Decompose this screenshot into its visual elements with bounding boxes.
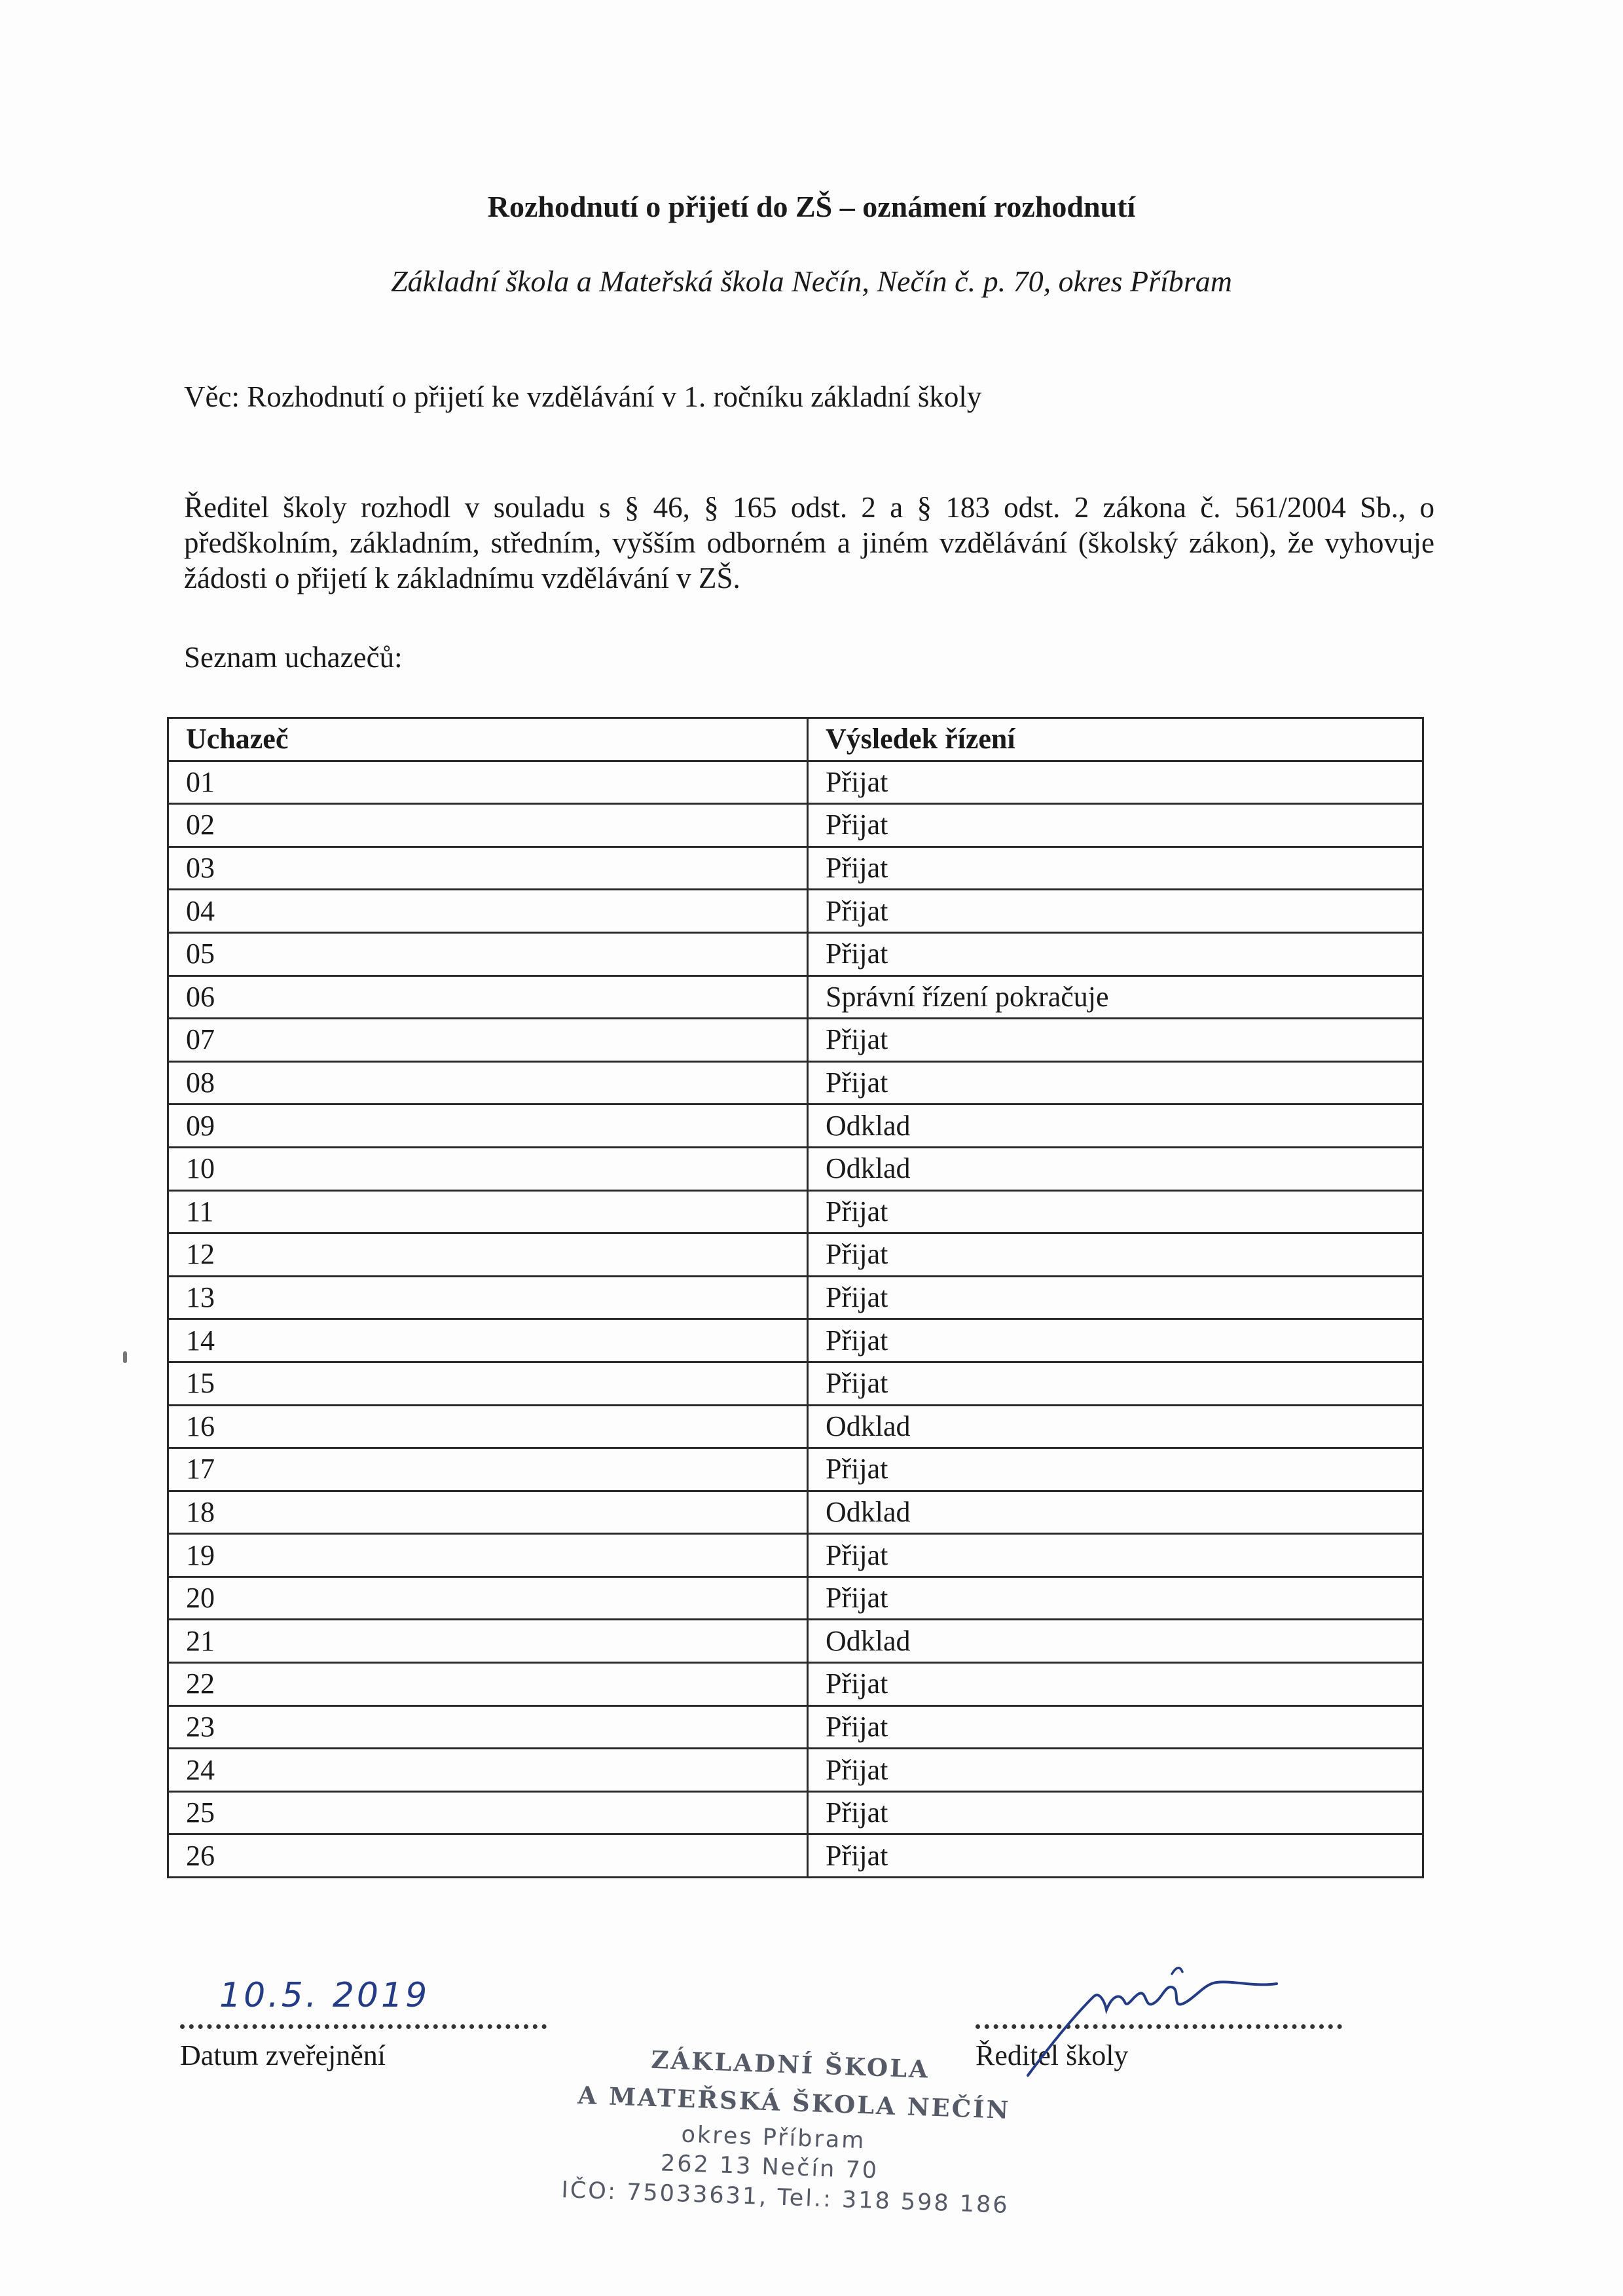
decision-paragraph: Ředitel školy rozhodl v souladu s § 46, § 165 odst. 2 a § 183 odst. 2 zákona č. 561/2004 Sb., o předškolním, základním, středním, vyšším odborném a jiném vzdělávání (školský zákon), že vyhovuje žádosti o přijetí k základnímu vzdělávání v ZŠ.: [184, 491, 1434, 594]
table-row: [168, 1319, 1423, 1362]
school-stamp: [540, 2041, 1011, 2253]
applicant-id: 05: [168, 932, 808, 975]
stamp-line-3: okres Příbram: [680, 2121, 867, 2155]
header-applicant: Uchazeč: [168, 718, 808, 761]
result-cell: Přijat: [808, 847, 1423, 890]
table-row: [168, 1448, 1423, 1491]
table-row: [168, 975, 1423, 1019]
result-cell: Odklad: [808, 1147, 1423, 1190]
applicant-id: 09: [168, 1104, 808, 1148]
table-row: [168, 761, 1423, 804]
date-label: Datum zveřejnění: [180, 2039, 386, 2071]
subject-line: Věc: Rozhodnutí o přijetí ke vzdělávání v 1. ročníku základní školy: [184, 380, 982, 413]
applicant-id: 06: [168, 975, 808, 1019]
applicant-id: 11: [168, 1190, 808, 1233]
applicant-list-label: Seznam uchazečů:: [184, 641, 403, 674]
result-cell: Přijat: [808, 1749, 1423, 1792]
table-row: [168, 1834, 1423, 1878]
table-row: [168, 1405, 1423, 1448]
result-cell: Přijat: [808, 761, 1423, 804]
table-row: [168, 932, 1423, 975]
table-header-row: [168, 718, 1423, 761]
result-cell: Přijat: [808, 1362, 1423, 1405]
applicant-id: 24: [168, 1749, 808, 1792]
applicant-id: 02: [168, 804, 808, 847]
applicant-id: 04: [168, 890, 808, 933]
table-row: [168, 804, 1423, 847]
results-table-body: [168, 761, 1423, 1877]
table-row: [168, 1233, 1423, 1277]
applicant-id: 21: [168, 1620, 808, 1663]
applicant-id: 25: [168, 1791, 808, 1834]
result-cell: Přijat: [808, 1190, 1423, 1233]
table-row: [168, 1019, 1423, 1062]
table-row: [168, 847, 1423, 890]
date-dotted-line: [180, 2024, 547, 2029]
stamp-line-2: A MATEŘSKÁ ŠKOLA NEČÍN: [577, 2080, 1011, 2124]
document-title: Rozhodnutí o přijetí do ZŠ – oznámení rozhodnutí: [487, 190, 1136, 223]
applicant-id: 14: [168, 1319, 808, 1362]
result-cell: Přijat: [808, 1534, 1423, 1577]
signature-label: Ředitel školy: [976, 2039, 1129, 2071]
result-cell: Přijat: [808, 1834, 1423, 1878]
applicant-id: 03: [168, 847, 808, 890]
result-cell: Přijat: [808, 1663, 1423, 1706]
applicant-id: 22: [168, 1663, 808, 1706]
table-row: [168, 1190, 1423, 1233]
table-row: [168, 1362, 1423, 1405]
table-row: [168, 1749, 1423, 1792]
applicant-id: 18: [168, 1491, 808, 1534]
handwritten-date: 10.5. 2019: [219, 1976, 430, 2015]
table-row: [168, 1104, 1423, 1148]
result-cell: Odklad: [808, 1620, 1423, 1663]
result-cell: Přijat: [808, 1576, 1423, 1620]
applicant-id: 16: [168, 1405, 808, 1448]
result-cell: Přijat: [808, 1061, 1423, 1104]
result-cell: Přijat: [808, 890, 1423, 933]
applicant-id: 08: [168, 1061, 808, 1104]
result-cell: Odklad: [808, 1405, 1423, 1448]
table-row: [168, 1061, 1423, 1104]
table-row: [168, 1147, 1423, 1190]
stamp-line-5: IČO: 75033631, Tel.: 318 598 186: [560, 2177, 1010, 2219]
results-table: [167, 717, 1424, 1878]
result-cell: Přijat: [808, 1276, 1423, 1319]
applicant-id: 15: [168, 1362, 808, 1405]
applicant-id: 23: [168, 1705, 808, 1749]
table-row: [168, 1663, 1423, 1706]
applicant-id: 10: [168, 1147, 808, 1190]
scan-speck: [123, 1351, 127, 1363]
result-cell: Přijat: [808, 1705, 1423, 1749]
result-cell: Přijat: [808, 1019, 1423, 1062]
result-cell: Přijat: [808, 1233, 1423, 1277]
result-cell: Přijat: [808, 1319, 1423, 1362]
table-row: [168, 890, 1423, 933]
table-row: [168, 1705, 1423, 1749]
table-row: [168, 1620, 1423, 1663]
applicant-id: 26: [168, 1834, 808, 1878]
result-cell: Správní řízení pokračuje: [808, 975, 1423, 1019]
handwritten-signature: [1008, 1958, 1296, 2088]
result-cell: Přijat: [808, 1791, 1423, 1834]
header-result: Výsledek řízení: [808, 718, 1423, 761]
table-row: [168, 1791, 1423, 1834]
result-cell: Přijat: [808, 932, 1423, 975]
result-cell: Odklad: [808, 1491, 1423, 1534]
table-row: [168, 1534, 1423, 1577]
result-cell: Přijat: [808, 1448, 1423, 1491]
applicant-id: 13: [168, 1276, 808, 1319]
school-subtitle: Základní škola a Mateřská škola Nečín, Nečín č. p. 70, okres Příbram: [391, 264, 1232, 298]
result-cell: Odklad: [808, 1104, 1423, 1148]
applicant-id: 12: [168, 1233, 808, 1277]
table-row: [168, 1491, 1423, 1534]
applicant-id: 17: [168, 1448, 808, 1491]
applicant-id: 07: [168, 1019, 808, 1062]
stamp-line-4: 262 13 Nečín 70: [660, 2150, 879, 2185]
applicant-id: 20: [168, 1576, 808, 1620]
table-row: [168, 1276, 1423, 1319]
table-row: [168, 1576, 1423, 1620]
result-cell: Přijat: [808, 804, 1423, 847]
stamp-line-1: ZÁKLADNÍ ŠKOLA: [650, 2045, 930, 2084]
applicant-id: 01: [168, 761, 808, 804]
applicant-id: 19: [168, 1534, 808, 1577]
